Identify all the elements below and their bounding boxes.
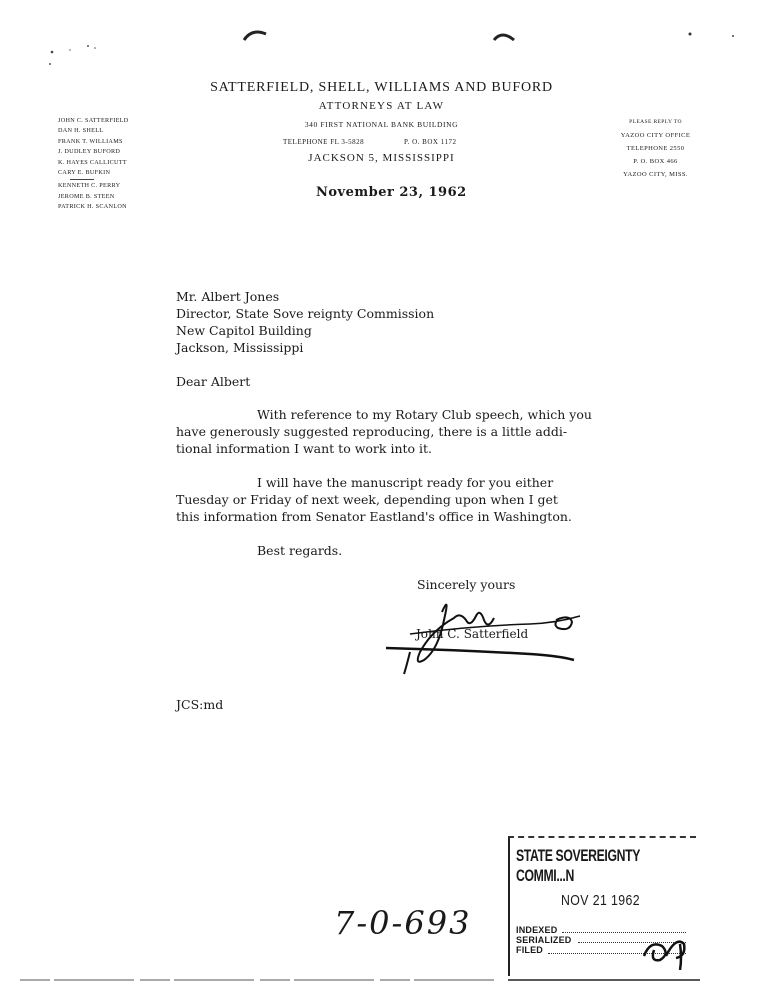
reply-line: PLEASE REPLY TO xyxy=(629,119,682,125)
stamp-indexed: INDEXED xyxy=(516,925,558,935)
reply-line: YAZOO CITY OFFICE xyxy=(620,132,691,139)
partner-list xyxy=(58,116,129,213)
punch-marks xyxy=(0,0,763,80)
firm-telephone: TELEPHONE FL 3-5828 xyxy=(283,138,365,146)
reply-line: YAZOO CITY, MISS. xyxy=(623,171,688,178)
partner-divider xyxy=(70,179,94,180)
paragraph-line: have generously suggested reproducing, there is a little addi- xyxy=(176,424,568,439)
stamp-handwritten-initials xyxy=(636,926,692,970)
firm-name: SATTERFIELD, SHELL, WILLIAMS AND BUFORD xyxy=(210,80,553,95)
recipient-line: Jackson, Mississippi xyxy=(176,340,304,355)
partner-name: K. HAYES CALLICUTT xyxy=(58,158,127,166)
reply-line: P. O. BOX 466 xyxy=(633,158,678,165)
handwritten-file-number: 7-0-693 xyxy=(334,904,472,942)
salutation: Dear Albert xyxy=(176,374,251,389)
closing-remark: Best regards. xyxy=(257,543,343,558)
associate-name: KENNETH C. PERRY xyxy=(58,182,121,190)
paragraph-line: With reference to my Rotary Club speech, which you xyxy=(257,407,592,422)
partner-name: CARY E. BUFKIN xyxy=(58,169,111,177)
firm-po-box: P. O. BOX 1172 xyxy=(404,138,457,146)
firm-address: 340 FIRST NATIONAL BANK BUILDING xyxy=(304,120,459,129)
complimentary-close: Sincerely yours xyxy=(417,577,516,592)
partner-name: JOHN C. SATTERFIELD xyxy=(58,117,129,124)
bottom-rule xyxy=(0,972,763,984)
recipient-line: Director, State Sove reignty Commission xyxy=(176,306,435,321)
partner-name: J. DUDLEY BUFORD xyxy=(58,148,121,156)
recipient-line: Mr. Albert Jones xyxy=(176,289,280,304)
stamp-title: STATE SOVEREIGNTY COMMI...N xyxy=(516,846,640,885)
signature-name: John C. Satterfield xyxy=(416,627,529,641)
typist-initials: JCS:md xyxy=(176,697,224,712)
partner-name: FRANK T. WILLIAMS xyxy=(58,137,123,145)
firm-city: JACKSON 5, MISSISSIPPI xyxy=(308,152,455,164)
firm-subtitle: ATTORNEYS AT LAW xyxy=(318,100,445,112)
paragraph-line: Tuesday or Friday of next week, depending upon when I get xyxy=(176,492,558,507)
paragraph-line: tional information I want to work into it. xyxy=(176,441,433,456)
associate-name: PATRICK H. SCANLON xyxy=(58,203,127,211)
paragraph-line: I will have the manuscript ready for you either xyxy=(257,475,554,490)
recipient-line: New Capitol Building xyxy=(176,323,312,338)
reply-address-block xyxy=(598,116,713,181)
stamp-filed: FILED xyxy=(516,945,543,955)
stamp-serialized: SERIALIZED xyxy=(516,935,572,945)
paragraph-line: this information from Senator Eastland's office in Washington. xyxy=(176,509,572,524)
reply-line: TELEPHONE 2550 xyxy=(626,145,685,152)
stamp-date: NOV 21 1962 xyxy=(561,892,641,909)
handwritten-signature xyxy=(380,590,590,680)
partner-name: DAN H. SHELL xyxy=(58,127,104,135)
letter-date: November 23, 1962 xyxy=(316,185,467,200)
associate-name: JEROME B. STEEN xyxy=(58,192,115,200)
